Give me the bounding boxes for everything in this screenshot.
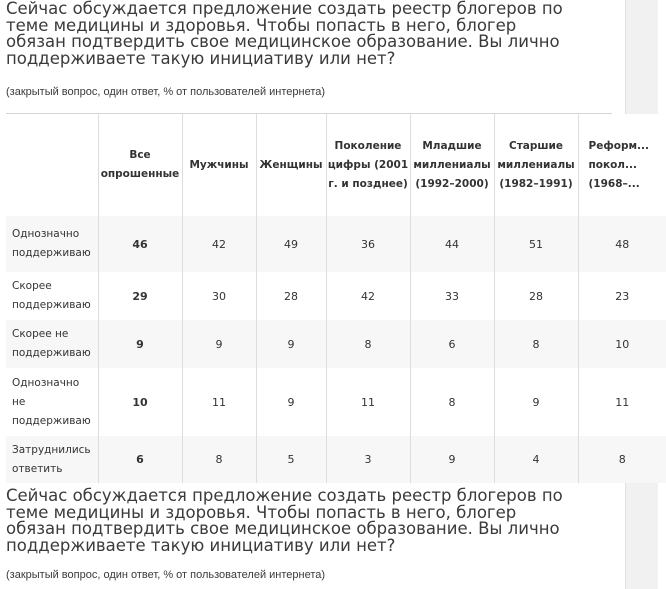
column-header: Младшие миллениалы (1992–2000) xyxy=(410,114,494,216)
column-header: Все опрошенные xyxy=(98,114,182,216)
results-table xyxy=(6,114,666,483)
row-label: Однозначно поддерживаю xyxy=(6,216,98,272)
column-header: Старшие миллениалы (1982–1991) xyxy=(494,114,578,216)
table-cell: 23 xyxy=(615,289,630,303)
table-cell: 36 xyxy=(326,216,410,272)
column-header: Женщины xyxy=(256,114,326,216)
column-header: Мужчины xyxy=(182,114,256,216)
table-cell: 8 xyxy=(182,436,256,483)
table-row xyxy=(6,216,666,272)
table-cell: 48 xyxy=(615,237,630,251)
column-header: Поколение цифры (2001 г. и позднее) xyxy=(326,114,410,216)
row-label: Скорее поддерживаю xyxy=(6,272,98,320)
table-cell: 9 xyxy=(256,320,326,368)
table-cell: 4 xyxy=(494,436,578,483)
table-cell: 28 xyxy=(494,272,578,320)
row-label: Скорее не поддерживаю xyxy=(6,320,98,368)
row-label: Затруднились ответить xyxy=(6,436,98,483)
table-cell: 49 xyxy=(256,216,326,272)
table-cell: 8 xyxy=(494,320,578,368)
table-cell: 8 xyxy=(326,320,410,368)
question-text: Сейчас обсуждается предложение создать реестр блогеров по теме медицины и здоровья. Чтобы попасть в него, блогер обязан подтвердить свое медицинское образование. Вы лично поддерживаете такую инициативу или нет? xyxy=(6,0,563,68)
table-cell: 8 xyxy=(410,368,494,436)
table-cell: 3 xyxy=(326,436,410,483)
table-cell: 44 xyxy=(410,216,494,272)
table-row xyxy=(6,272,666,320)
table-cell: 46 xyxy=(98,216,182,272)
question-note-repeat: (закрытый вопрос, один ответ, % от пользователей интернета) xyxy=(6,569,326,581)
table-cell: 42 xyxy=(326,272,410,320)
question-text-repeat: Сейчас обсуждается предложение создать реестр блогеров по теме медицины и здоровья. Чтобы попасть в него, блогер обязан подтвердить свое медицинское образование. Вы лично поддерживаете такую инициативу или нет? xyxy=(6,486,563,555)
table-cell: 42 xyxy=(182,216,256,272)
row-label: Однозначно не поддерживаю xyxy=(6,368,98,436)
table-cell: 51 xyxy=(494,216,578,272)
table-row xyxy=(6,368,666,436)
table-cell: 5 xyxy=(256,436,326,483)
table-cell: 10 xyxy=(615,337,630,351)
table-header-row xyxy=(6,114,666,216)
table-cell: 9 xyxy=(256,368,326,436)
table-cell: 29 xyxy=(98,272,182,320)
table-cell: 11 xyxy=(615,395,630,409)
table-cell: 6 xyxy=(410,320,494,368)
header-corner xyxy=(6,114,98,216)
table-row xyxy=(6,320,666,368)
table-cell: 9 xyxy=(98,320,182,368)
table-cell: 30 xyxy=(182,272,256,320)
results-table-container[interactable] xyxy=(6,113,650,484)
table-cell: 6 xyxy=(98,436,182,483)
table-row xyxy=(6,436,666,483)
table-cell: 9 xyxy=(182,320,256,368)
question-note: (закрытый вопрос, один ответ, % от пользователей интернета) xyxy=(6,86,326,98)
table-cell: 33 xyxy=(410,272,494,320)
table-cell: 10 xyxy=(98,368,182,436)
table-cell: 11 xyxy=(182,368,256,436)
column-header: Реформ... покол... (1968–... xyxy=(588,139,650,190)
table-cell: 9 xyxy=(494,368,578,436)
table-cell: 9 xyxy=(410,436,494,483)
table-cell: 11 xyxy=(326,368,410,436)
table-cell: 8 xyxy=(618,453,626,466)
table-cell: 28 xyxy=(256,272,326,320)
